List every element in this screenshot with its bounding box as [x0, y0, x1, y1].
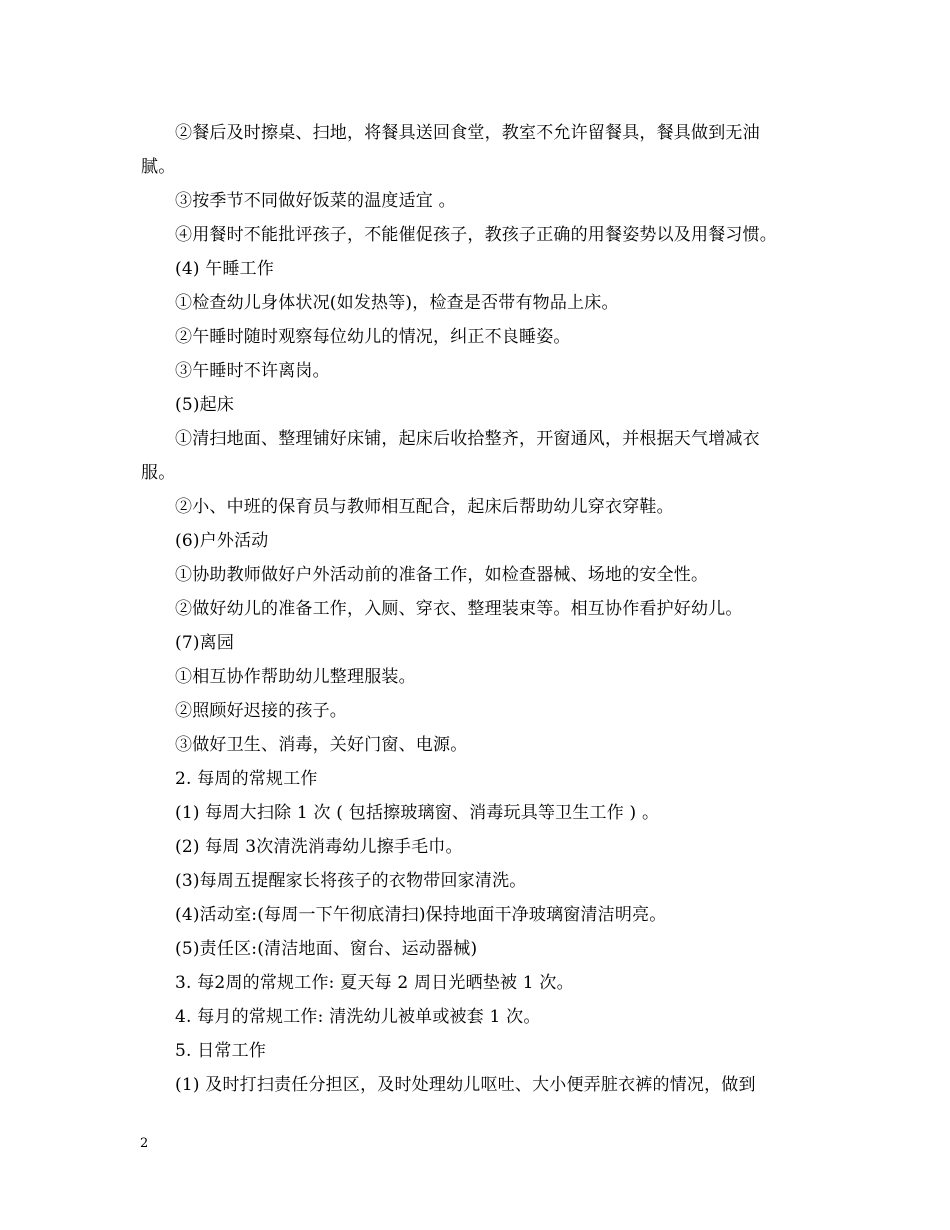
text-line: 腻。	[141, 157, 176, 177]
page-number: 2	[140, 1136, 149, 1151]
text-line: 3. 每2周的常规工作: 夏天每 2 周日光晒垫被 1 次。	[175, 973, 574, 993]
text-line: (4)活动室:(每周一下午彻底清扫)保持地面干净玻璃窗清洁明亮。	[175, 905, 667, 925]
text-line: (3)每周五提醒家长将孩子的衣物带回家清洗。	[175, 871, 527, 891]
text-line: (1) 每周大扫除 1 次 ( 包括擦玻璃窗、消毒玩具等卫生工作 ) 。	[175, 803, 660, 823]
text-line: (6)户外活动	[175, 531, 269, 551]
text-line: (5)责任区:(清洁地面、窗台、运动器械)	[175, 939, 478, 959]
text-line: (7)离园	[175, 633, 235, 653]
text-line: ③做好卫生、消毒，关好门窗、电源。	[175, 735, 468, 755]
text-line: ③午睡时不许离岗。	[175, 361, 330, 381]
text-line: 2. 每周的常规工作	[175, 769, 318, 789]
text-line: ①协助教师做好户外活动前的准备工作，如检查器械、场地的安全性。	[175, 565, 709, 585]
text-line: 4. 每月的常规工作: 清洗幼儿被单或被套 1 次。	[175, 1007, 541, 1027]
text-line: (1) 及时打扫责任分担区，及时处理幼儿呕吐、大小便弄脏衣裤的情况，做到	[175, 1075, 756, 1095]
text-line: 5. 日常工作	[175, 1041, 267, 1061]
text-line: ②小、中班的保育员与教师相互配合，起床后帮助幼儿穿衣穿鞋。	[175, 497, 674, 517]
text-line: 服。	[141, 463, 176, 483]
text-line: ②照顾好迟接的孩子。	[175, 701, 347, 721]
text-line: ④用餐时不能批评孩子，不能催促孩子，教孩子正确的用餐姿势以及用餐习惯。	[175, 225, 777, 245]
text-line: ②午睡时随时观察每位幼儿的情况，纠正不良睡姿。	[175, 327, 571, 347]
text-line: ①清扫地面、整理铺好床铺，起床后收拾整齐，开窗通风，并根据天气增减衣	[175, 429, 760, 449]
text-line: (5)起床	[175, 395, 235, 415]
document-body	[141, 116, 831, 1102]
text-line: (4) 午睡工作	[175, 259, 275, 279]
text-line: ②餐后及时擦桌、扫地，将餐具送回食堂，教室不允许留餐具，餐具做到无油	[175, 123, 760, 143]
text-line: ①检查幼儿身体状况(如发热等)，检查是否带有物品上床。	[175, 293, 619, 313]
text-line: ②做好幼儿的准备工作，入厕、穿衣、整理装束等。相互协作看护好幼儿。	[175, 599, 743, 619]
text-line: ③按季节不同做好饭菜的温度适宜 。	[175, 191, 456, 211]
text-line: (2) 每周 3次清洗消毒幼儿擦手毛巾。	[175, 837, 463, 857]
text-line: ①相互协作帮助幼儿整理服装。	[175, 667, 416, 687]
